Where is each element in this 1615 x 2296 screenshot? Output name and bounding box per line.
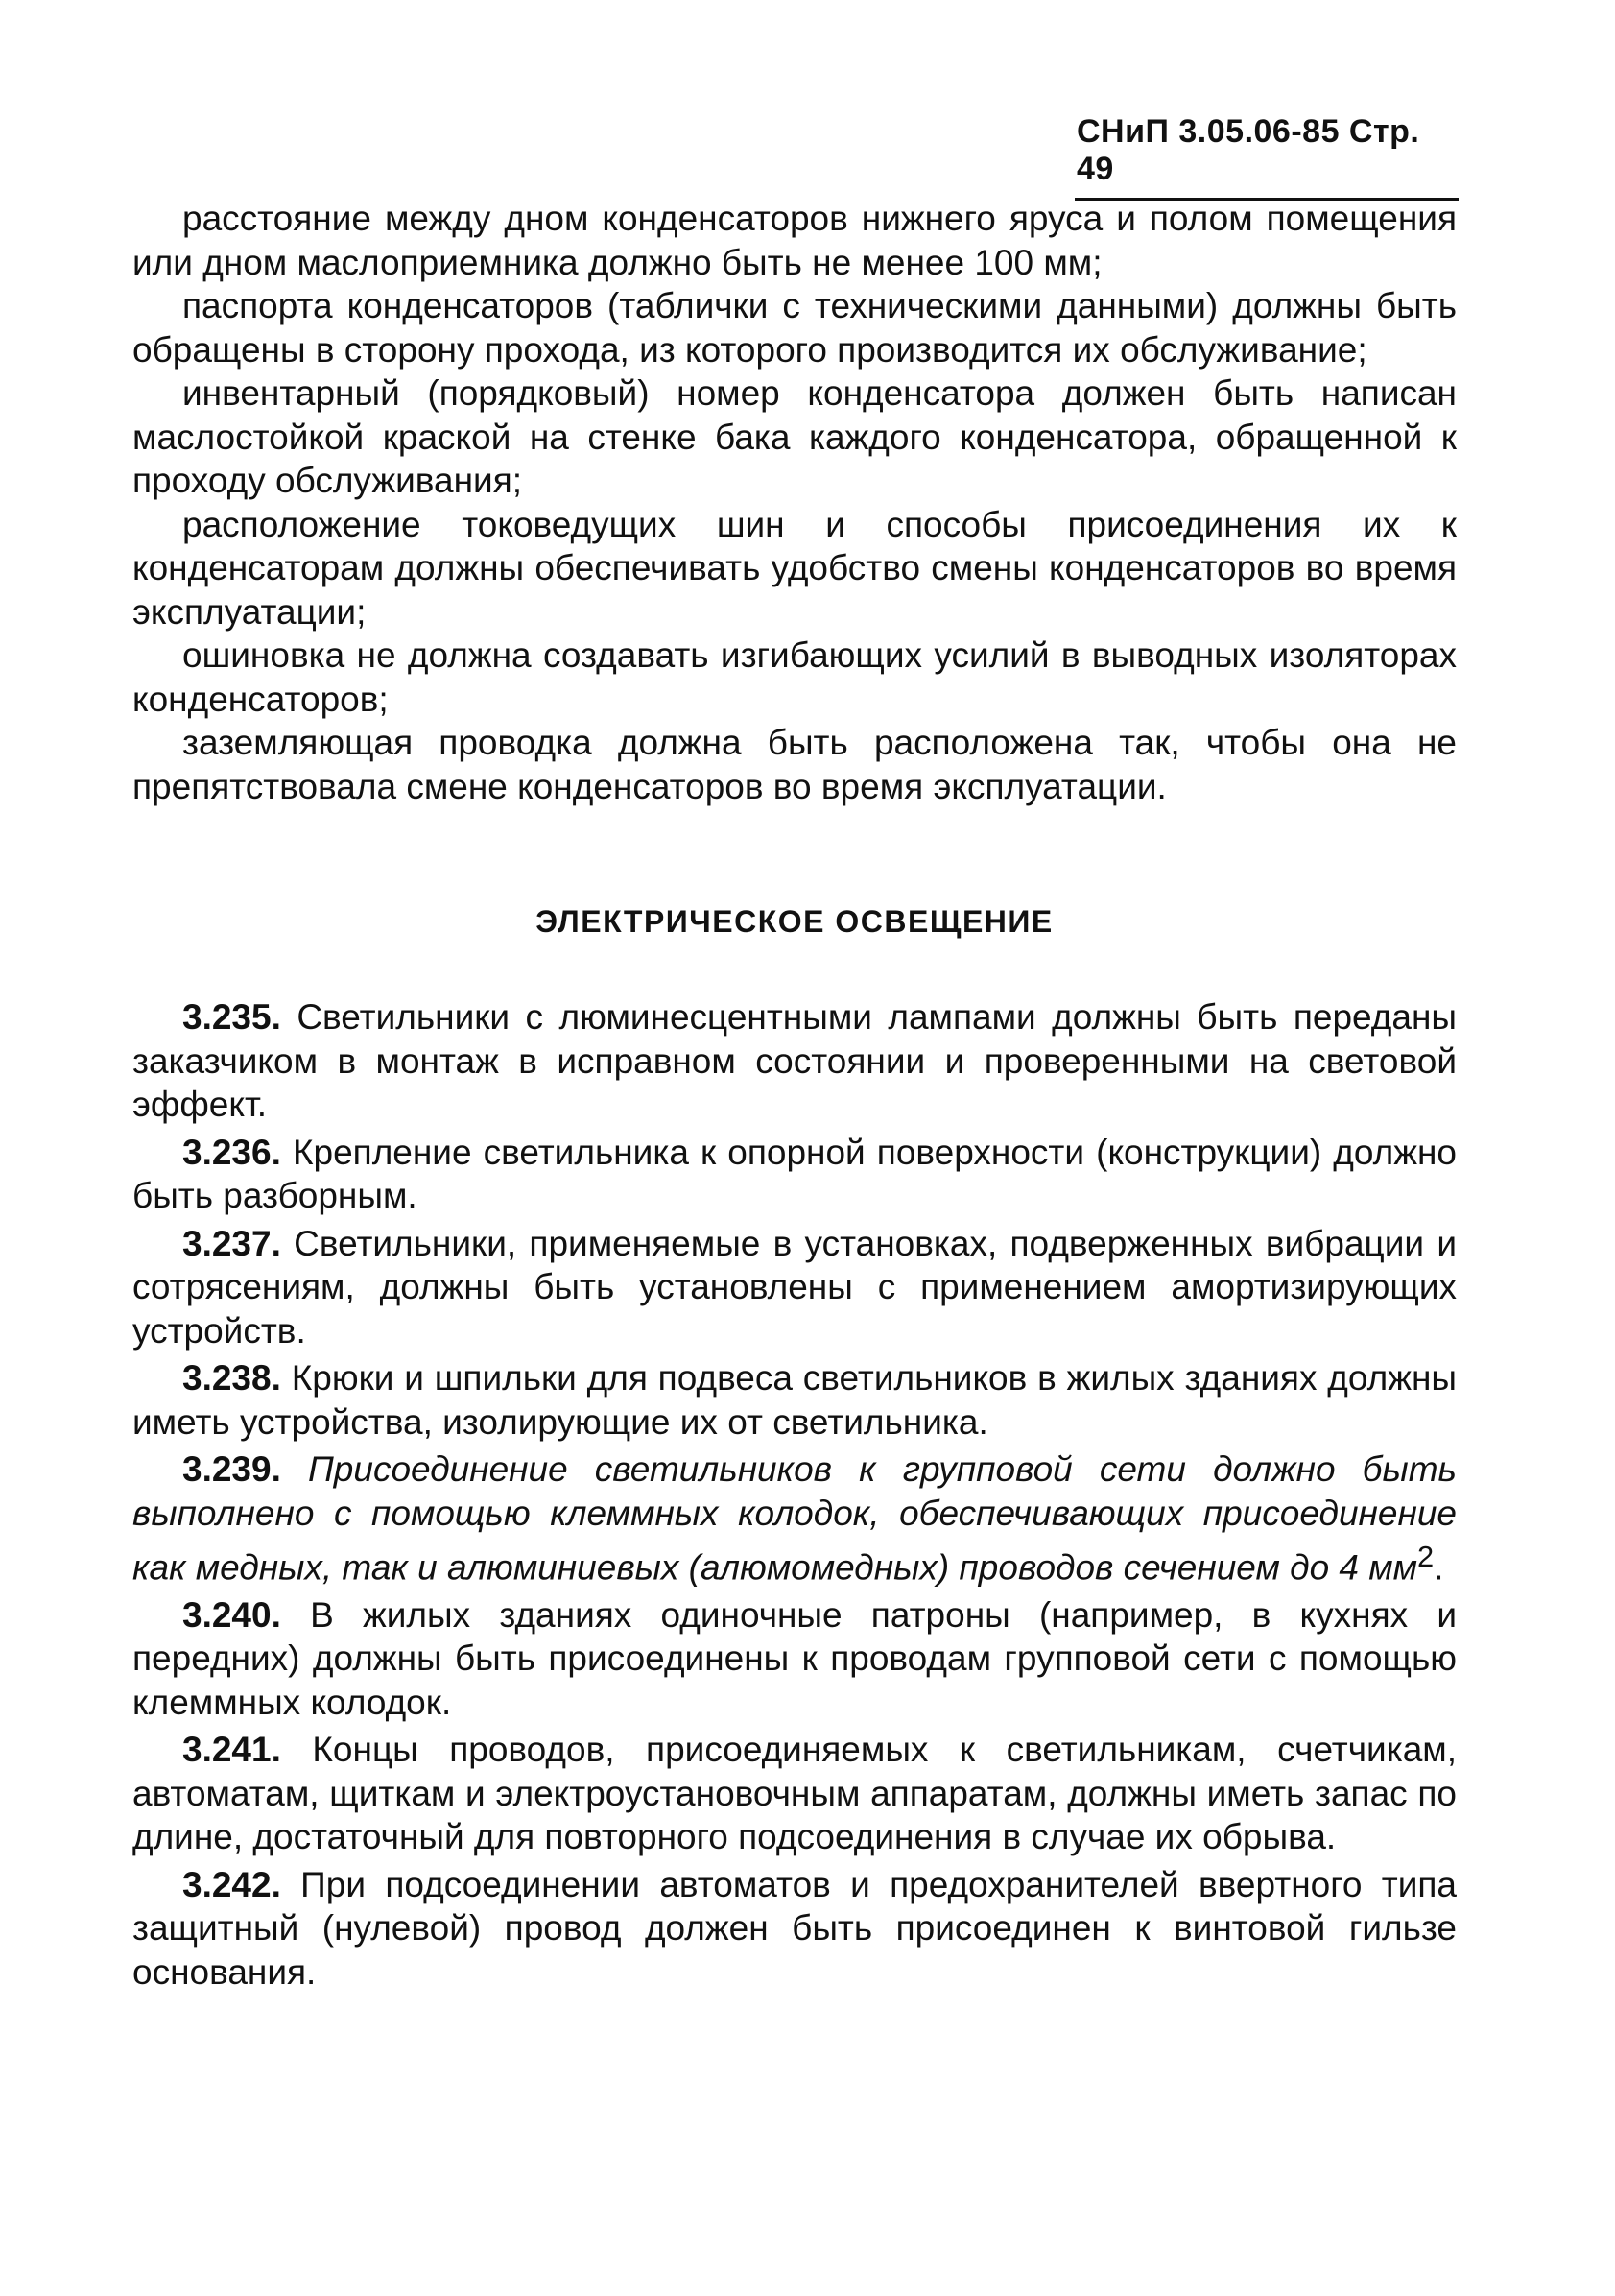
clause-text: Светильники, применяемые в установках, подверженных вибрации и сотрясениям, должны быть установлены с применением амортизирующих устройств. (132, 1223, 1457, 1351)
clause-number: 3.237. (182, 1223, 281, 1263)
section-title: ЭЛЕКТРИЧЕСКОЕ ОСВЕЩЕНИЕ (535, 904, 1054, 939)
clause-text: Концы проводов, присоединяемых к светильникам, счетчикам, автоматам, щиткам и электроустановочным аппаратам, должны иметь запас по длине, достаточный для повторного подсоединения в случае их обрыва. (132, 1730, 1457, 1857)
clause-text: Крепление светильника к опорной поверхности (конструкции) должно быть разборным. (132, 1132, 1457, 1215)
page-body (132, 197, 1457, 1994)
clause (132, 1131, 1457, 1218)
clause-text: В жилых зданиях одиночные патроны (например, в кухнях и передних) должны быть присоединены к проводам групповой сети с помощью клеммных колодок. (132, 1594, 1457, 1722)
clause-number: 3.240. (182, 1594, 281, 1635)
page-header (1075, 113, 1459, 201)
list-item: паспорта конденсаторов (таблички с техническими данными) должны быть обращены в сторону прохода, из которого производится их обслуживание; (132, 286, 1457, 370)
clause-number: 3.241. (182, 1730, 281, 1770)
clause-number: 3.235. (182, 997, 281, 1037)
clause (132, 1447, 1457, 1590)
clause-text: Светильники с люминесцентными лампами должны быть переданы заказчиком в монтаж в исправном состоянии и проверенными на световой эффект. (132, 997, 1457, 1124)
clause (132, 1863, 1457, 1995)
clause (132, 1356, 1457, 1444)
clause (132, 995, 1457, 1127)
clause-text: При подсоединении автоматов и предохранителей ввертного типа защитный (нулевой) провод должен быть присоединен к винтовой гильзе основания. (132, 1864, 1457, 1992)
clause-number: 3.239. (182, 1449, 281, 1489)
clause (132, 1593, 1457, 1725)
clause-number: 3.236. (182, 1132, 281, 1172)
clause-text: Присоединение светильников к групповой сети должно быть выполнено с помощью клеммных колодок, обеспечивающих присоединение как медных, так и алюминиевых (алюмомедных) проводов сечением до 4 мм (132, 1449, 1457, 1588)
clause (132, 1222, 1457, 1353)
list-item: инвентарный (порядковый) номер конденсатора должен быть написан маслостойкой краской на стенке бака каждого конденсатора, обращенной к проходу обслуживания; (132, 373, 1457, 500)
clause-tail: . (1434, 1547, 1444, 1588)
superscript: 2 (1417, 1540, 1435, 1573)
clause-text: Крюки и шпильки для подвеса светильников в жилых зданиях должны иметь устройства, изолирующие их от светильника. (132, 1358, 1457, 1442)
list-item: расположение токоведущих шин и способы присоединения их к конденсаторам должны обеспечивать удобство смены конденсаторов во время эксплуатации; (132, 504, 1457, 632)
clause (132, 1728, 1457, 1859)
list-item: расстояние между дном конденсаторов нижнего яруса и полом помещения или дном маслоприемника должно быть не менее 100 мм; (132, 199, 1457, 282)
document-reference: СНиП 3.05.06-85 Стр. 49 (1077, 113, 1420, 187)
list-item: заземляющая проводка должна быть расположена так, чтобы она не препятствовала смене конденсаторов во время эксплуатации. (132, 723, 1457, 806)
list-item: ошиновка не должна создавать изгибающих усилий в выводных изоляторах конденсаторов; (132, 635, 1457, 719)
clause-number: 3.238. (182, 1358, 281, 1398)
clause-number: 3.242. (182, 1864, 281, 1904)
